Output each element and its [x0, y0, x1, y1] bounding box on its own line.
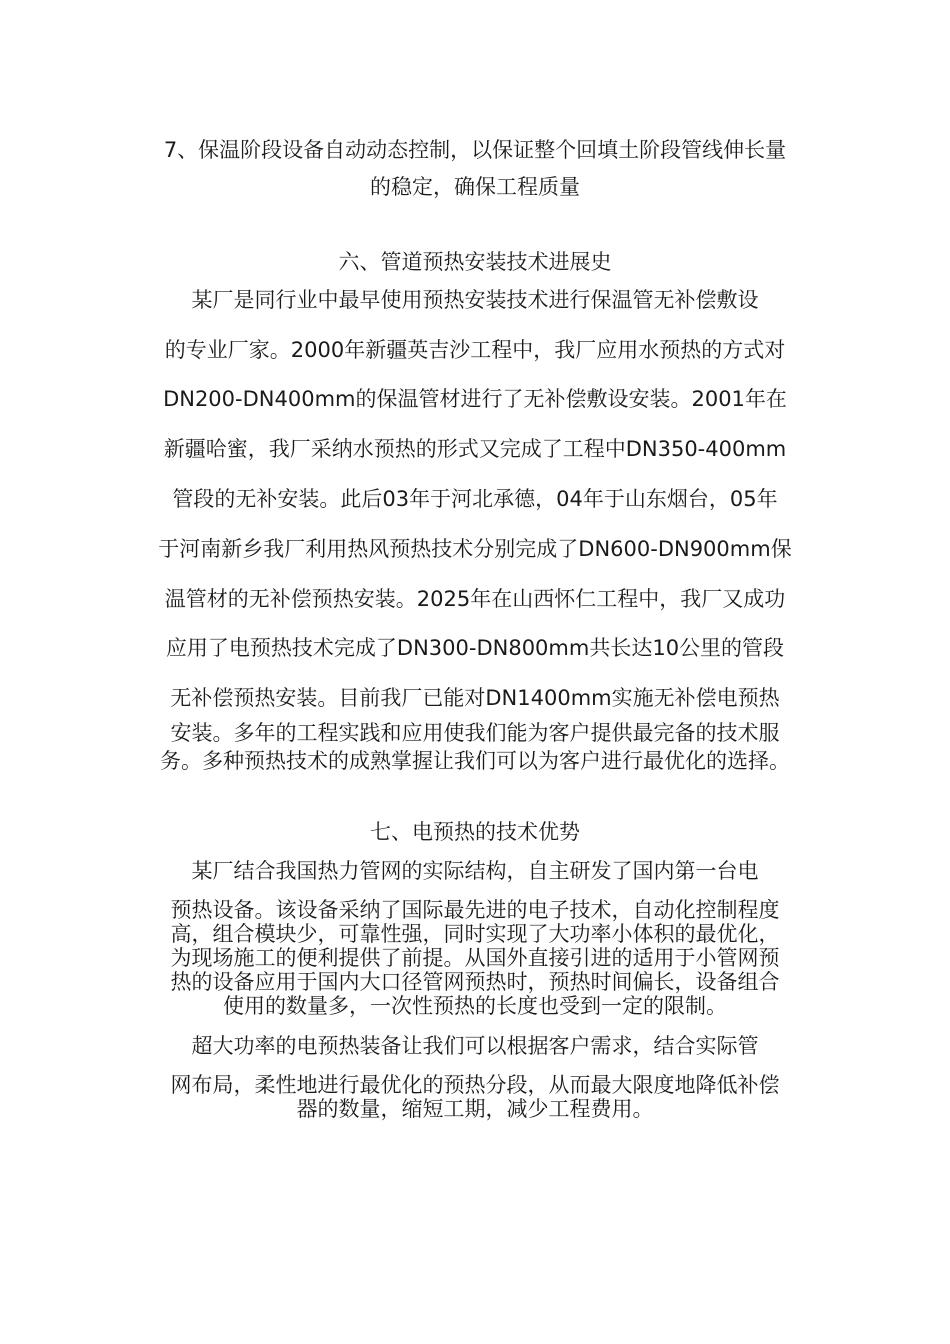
item7-line-2: 的稳定，确保工程质量: [370, 175, 580, 199]
section6-line-8: 应用了电预热技术完成了DN300-DN800mm共长达10公里的管段: [165, 636, 785, 660]
section6-line-9: 无补偿预热安装。目前我厂已能对DN1400mm实施无补偿电预热: [170, 686, 780, 710]
section7-line-7: 超大功率的电预热装备让我们可以根据客户需求，结合实际管: [191, 1034, 759, 1058]
section7-line-1: 某厂结合我国热力管网的实际结构，自主研发了国内第一台电: [191, 859, 759, 883]
section6-title: 六、管道预热安装技术进展史: [338, 250, 612, 274]
section7-title: 七、电预热的技术优势: [370, 820, 580, 844]
section6-line-5: 管段的无补安装。此后03年于河北承德，04年于山东烟台，05年: [172, 487, 778, 511]
section7-line-8: 网布局，柔性地进行最优化的预热分段，从而最大限度地降低补偿: [170, 1073, 780, 1097]
section7-line-2: 预热设备。该设备采纳了国际最先进的电子技术，自动化控制程度: [170, 898, 780, 922]
section7-line-5: 热的设备应用于国内大口径管网预热时，预热时间偏长，设备组合: [170, 970, 780, 994]
section6-line-3: DN200-DN400mm的保温管材进行了无补偿敷设安装。2001年在: [163, 387, 787, 411]
section6-line-2: 的专业厂家。2000年新疆英吉沙工程中，我厂应用水预热的方式对: [164, 338, 786, 362]
section6-line-7: 温管材的无补偿预热安装。2025年在山西怀仁工程中，我厂又成功: [164, 587, 786, 611]
section7-line-3: 高，组合模块少，可靠性强，同时实现了大功率小体积的最优化，: [170, 922, 780, 946]
section6-line-11: 务。多种预热技术的成熟掌握让我们可以为客户进行最优化的选择。: [160, 749, 790, 773]
section7-line-9: 器的数量，缩短工期，减少工程费用。: [296, 1097, 654, 1121]
section7-line-4: 为现场施工的便利提供了前提。从国外直接引进的适用于小管网预: [170, 946, 780, 970]
section6-line-6: 于河南新乡我厂利用热风预热技术分别完成了DN600-DN900mm保: [158, 537, 792, 561]
section7-line-6: 使用的数量多，一次性预热的长度也受到一定的限制。: [223, 994, 727, 1018]
section6-line-1: 某厂是同行业中最早使用预热安装技术进行保温管无补偿敷设: [191, 288, 759, 312]
item7-line-1: 7、保温阶段设备自动动态控制，以保证整个回填土阶段管线伸长量: [163, 138, 787, 162]
section6-line-4: 新疆哈蜜，我厂采纳水预热的形式又完成了工程中DN350-400mm: [163, 437, 787, 461]
section6-line-10: 安装。多年的工程实践和应用使我们能为客户提供最完备的技术服: [170, 721, 780, 745]
